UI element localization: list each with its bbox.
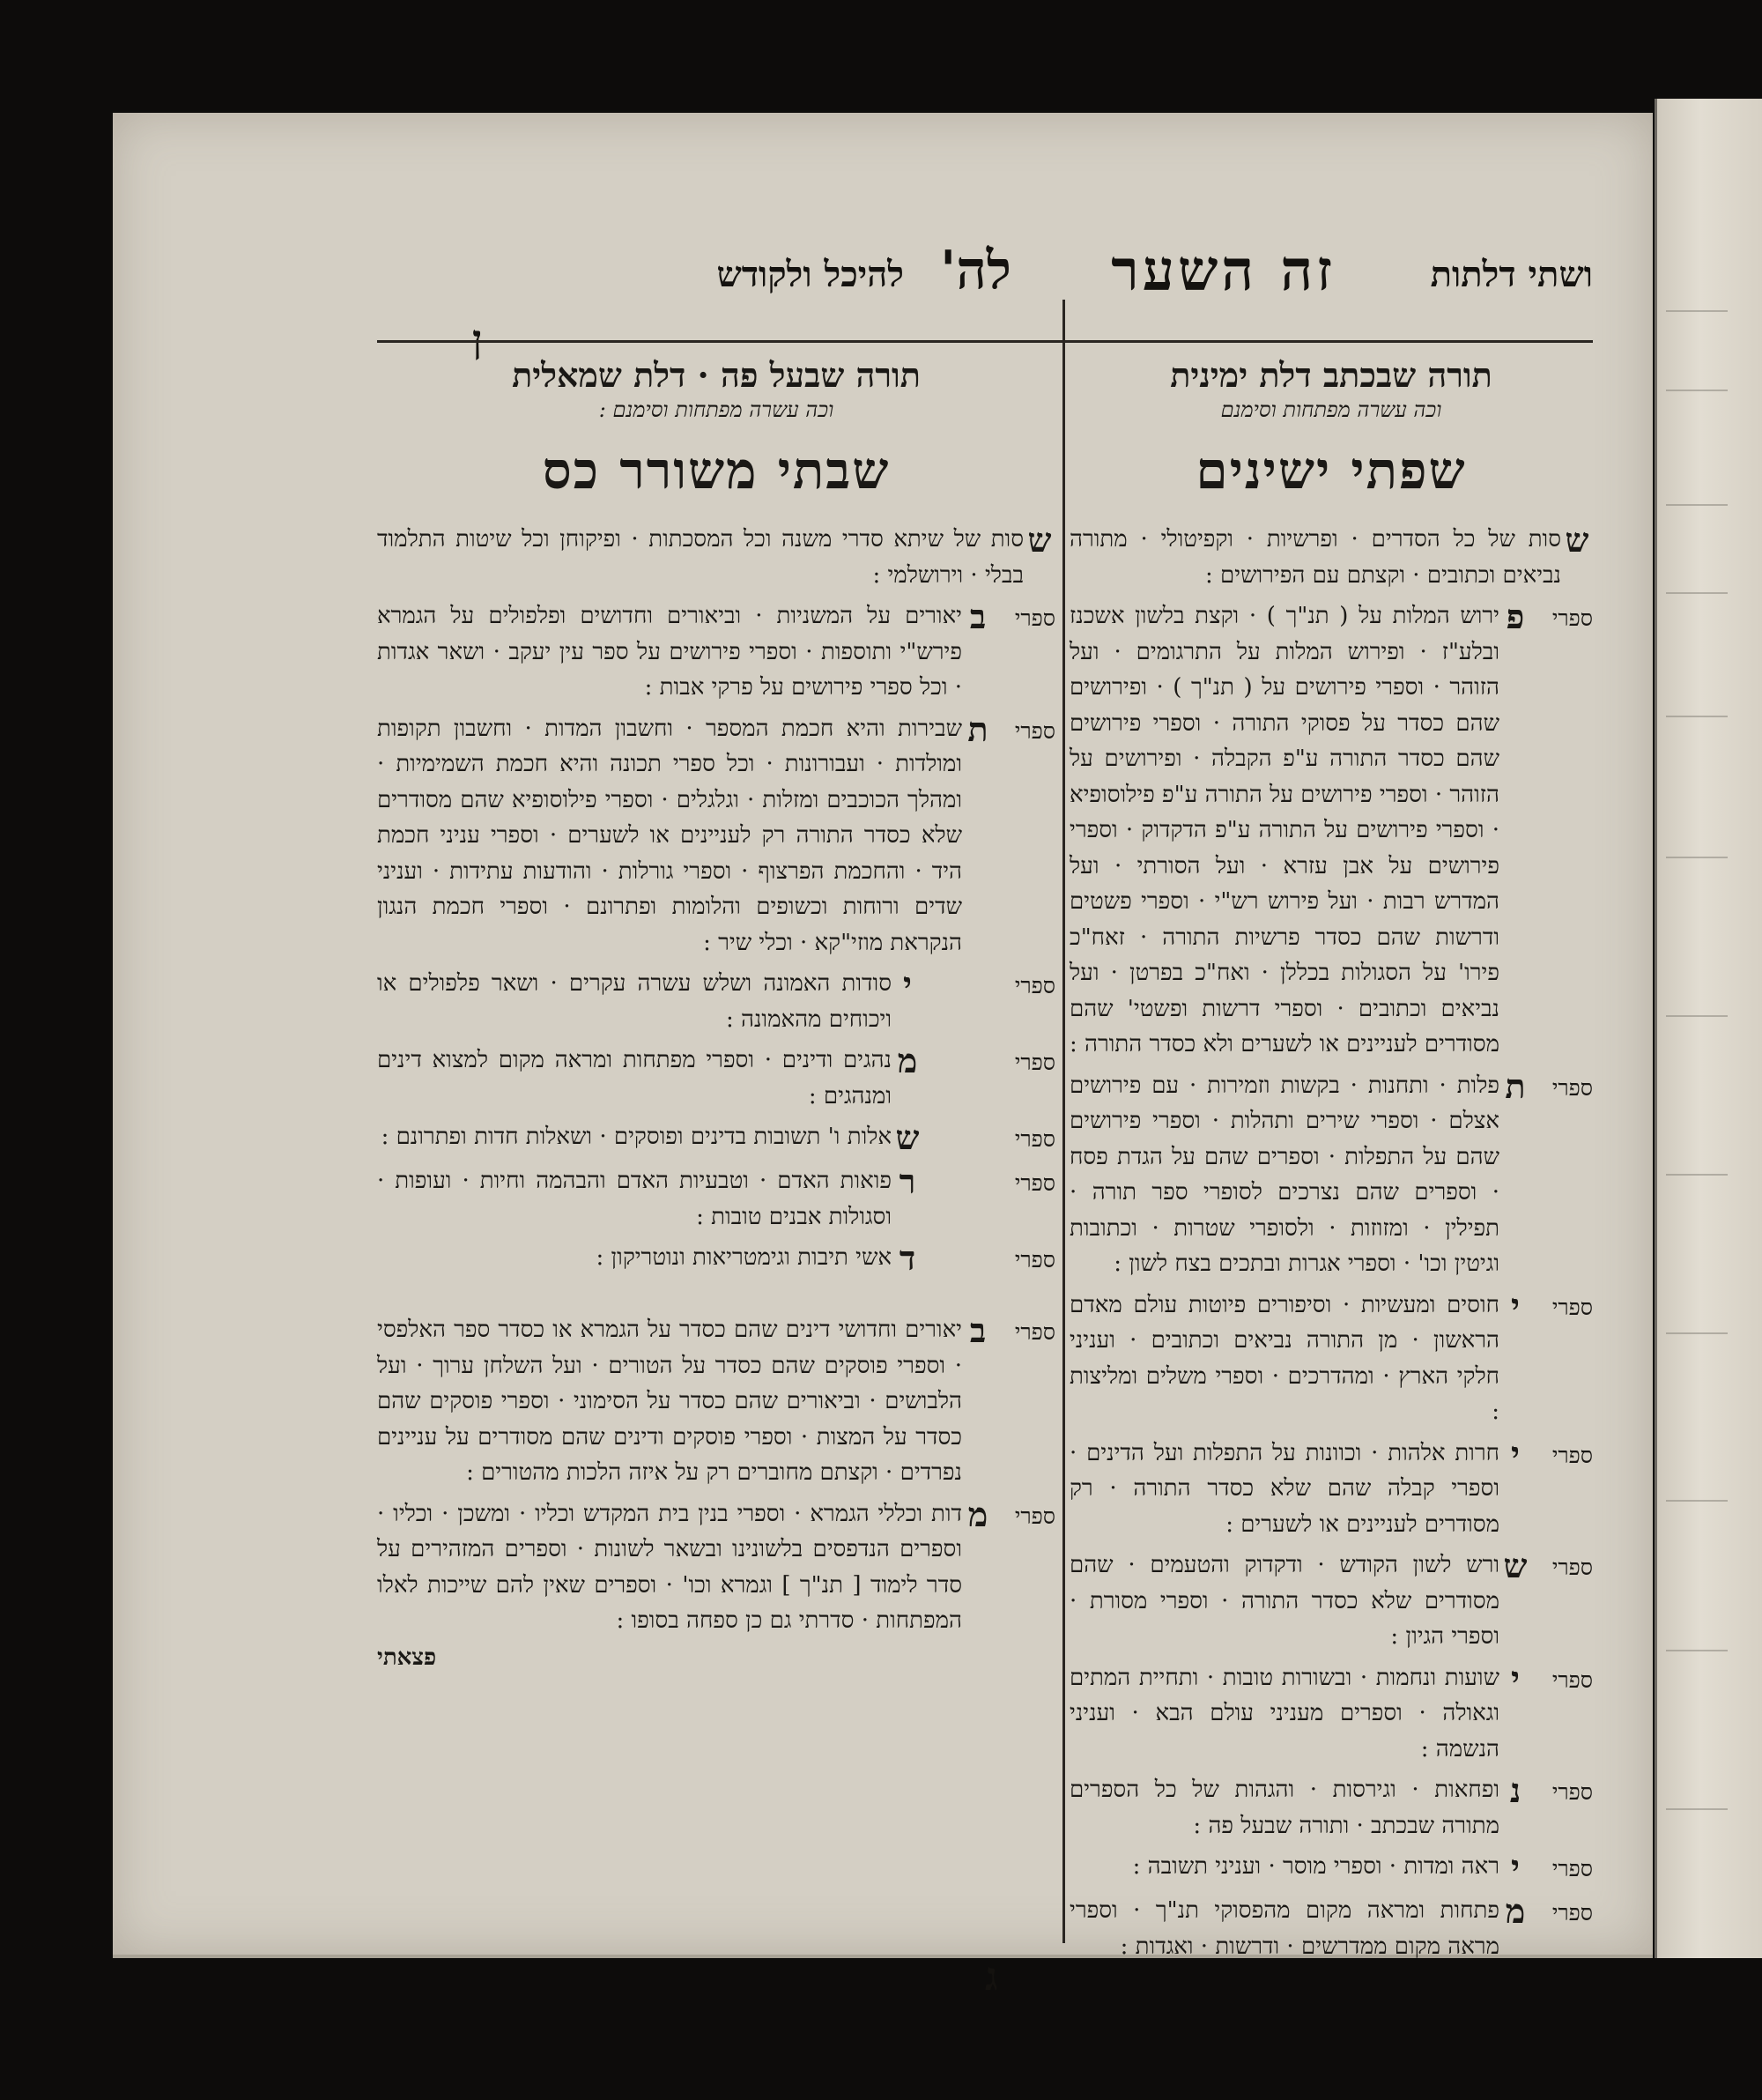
catalog-entry (377, 522, 1055, 593)
entry-label: ספרי (1551, 1555, 1593, 1580)
catalog-entry (377, 1163, 1055, 1235)
catalog-entry (377, 1119, 1055, 1158)
adjacent-page-edge (1655, 99, 1762, 1958)
catalog-entry (377, 1043, 1055, 1114)
catalog-entry (1070, 1893, 1593, 1964)
entry-initial-letter: מ (897, 1041, 918, 1080)
entry-label: ספרי (1551, 1666, 1593, 1693)
signature-mark: ג (985, 1955, 998, 2000)
entry-text: סות של כל הסדרים · ופרשיות · וקפיטולי · מתורה נביאים וכתובים · וקצתם עם הפירושים : (1070, 526, 1561, 589)
catalog-entry (377, 1312, 1055, 1491)
entry-initial-letter: י (1511, 1433, 1520, 1473)
entry-text: יאורים על המשניות · וביאורים וחדושים ופלפולים על הגמרא פירש"י ותוספות · וספרי פירושים על ספר עין יעקב · ושאר אגדות · וכל ספרי פירושים על פרקי אבות : (377, 603, 962, 701)
entry-initial-letter: ש (1027, 520, 1052, 560)
entry-text: ראה ומדות · וספרי מוסר · ועניני תשובה : (1132, 1853, 1499, 1880)
entry-label: ספרי (1014, 1050, 1055, 1075)
entry-initial-letter: ר (899, 1161, 916, 1201)
catalog-entry (377, 1496, 1055, 1639)
left-column (377, 344, 1055, 1671)
entry-label: ספרי (1551, 605, 1593, 631)
entry-label: ספרי (1014, 1170, 1055, 1196)
entry-initial-letter: י (1511, 1658, 1520, 1698)
entry-initial-letter: ש (895, 1117, 920, 1157)
entry-label: ספרי (1551, 1779, 1593, 1805)
entry-label: ספרי (1014, 717, 1055, 744)
catalog-entry (1070, 1433, 1593, 1543)
entry-text: פלות · ותחנות · בקשות וזמירות · עם פירושים אצלם · וספרי שירים ותהלות · וספרי פירושים שהם על התפלות · וספרים שהם על הגדת פסח · וספרים שהם נצרכים לסופרי ספר תורה · תפילין · ומזוזות · ולסופרי שטרות · וכתובות וגיטין וכו' · וספרי אגרות ובתכים בצח לשון : (1070, 1072, 1499, 1277)
entry-label: ספרי (1551, 1442, 1593, 1468)
entry-text: יאורים וחדושי דינים שהם כסדר על הגמרא או כסדר ספר האלפסי · וספרי פוסקים שהם כסדר על הטורים · ועל השלחן ערוך · ועל הלבושים · וביאורים שהם כסדר על הסימוני · וספרי פוסקים שהם כסדר על המצות · וספרי פוסקים ודינים שהם מסודרים על עניינים נפרדים · וקצתם מחוברים רק על איזה הלכות מהטורים : (377, 1317, 962, 1486)
entry-text: שבירות והיא חכמת המספר · וחשבון המדות · וחשבון תקופות ומולדות · ועבורונות · וכל ספרי תכונה והיא חכמת השמימיות · ומהלך הכוכבים ומזלות · וגלגלים · וספרי פילוסופיא שהם מסודרים שלא כסדר התורה רק לעניינים או לשערים · וספרי עניני חכמת היד · והחכמת הפרצוף · וספרי גורלות · והודעות עתידות · ועניני שדים ורוחות וכשופים והלומות ופתרונם · וספרי חכמת הנגון הנקראת מוזי"קא · וכלי שיר : (377, 715, 962, 956)
left-door-heading: תורה שבעל פה · דלת שמאלית (512, 355, 921, 395)
entry-initial-letter: ב (969, 1310, 987, 1350)
entry-initial-letter: ש (1565, 520, 1589, 560)
entry-initial-letter: ב (969, 597, 987, 636)
entry-label: ספרי (1551, 1294, 1593, 1320)
right-column (1070, 344, 1593, 1970)
entry-initial-letter: ת (1505, 1065, 1526, 1106)
running-head (377, 238, 1593, 340)
left-entries (377, 522, 1055, 1671)
entry-text: ירוש המלות על ( תנ"ך ) · וקצת בלשון אשכנז ובלע"ז · ופירוש המלות על התרגומים · ועל הזוהר · וספרי פירושים על ( תנ"ך ) · ופירושים שהם כסדר על פסוקי התורה · וספרי פירושים שהם כסדר התורה ע"פ הקבלה · ופירושים על הזוהר · וספרי פירושים על התורה ע"פ פילוסופיא · וספרי פירושים על התורה ע"פ הדקדוק · וספרי פירושים על אבן עזרא · ועל הסורתי · ועל המדרש רבות · ועל פירוש רש"י · וספרי פשטים ודרשות שהם כסדר פרשיות התורה · זאח"כ פירו' על הסגולות בכללן · ואח"כ בפרטן · ועל נביאים וכתובים · וספרי דרשות ופשטי' שהם מסודרים לעניינים או לשערים ולא כסדר התורה : (1070, 603, 1499, 1057)
catalog-entry (1070, 1660, 1593, 1768)
catalog-entry (377, 598, 1055, 706)
catalog-entry (1070, 1547, 1593, 1655)
right-door-heading: תורה שבכתב דלת ימינית (1170, 355, 1492, 395)
left-door-subheading: וכה עשרה מפתחות וסימנם : (598, 397, 834, 422)
running-head-part-1: ושתי דלתות (1430, 254, 1593, 295)
entry-initial-letter: מ (1505, 1891, 1526, 1931)
entry-text: דות וכללי הגמרא · וספרי בנין בית המקדש וכליו · ומשכן · וכליו · וספרים הנדפסים בלשונינו ובשאר לשונות · וספרים המזהירים על סדר לימוד [ תנ"ך ] וגמרא וכו' · וספרים שאין להם שייכות לאלו המפתחות · סדרתי גם כן ספחה בסופו : (377, 1500, 962, 1634)
entry-text: פתחות ומראה מקום מהפסוקי תנ"ך · וספרי מראה מקום ממדרשים · ודרשות · ואגדות : (1070, 1897, 1499, 1960)
catalog-entry (1070, 598, 1593, 1063)
entry-initial-letter: י (1511, 1285, 1520, 1325)
entry-text: פואות האדם · וטבעיות האדם והבהמה וחיות · ועופות · וסגולות אבנים טובות : (377, 1168, 892, 1230)
entry-text: שועות ונחמות · ובשורות טובות · ותחיית המתים וגאולה · וספרים מעניני עולם הבא · ועניני הנשמה : (1070, 1664, 1499, 1762)
left-column-title: שבתי משורר כס (542, 441, 891, 501)
entry-label: ספרי (1014, 973, 1055, 998)
catalog-entry (377, 1240, 1055, 1279)
entry-text: אשי תיבות וגימטריאות ונוטריקון : (596, 1244, 892, 1271)
catalog-entry (1070, 522, 1593, 593)
entry-initial-letter: י (1511, 1847, 1520, 1887)
entry-text: ורש לשון הקודש · ודקדוק והטעמים · שהם מסודרים שלא כסדר התורה · וספרי מסורת · וספרי הגיון : (1070, 1552, 1499, 1650)
entry-text: נהגים ודינים · וספרי מפתחות ומראה מקום למצוא דינים ומנהגים : (377, 1047, 892, 1109)
entry-text: חרות אלהות · וכוונות על התפלות ועל הדינים · וספרי קבלה שהם שלא כסדר התורה · רק מסודרים לעניינים או לשערים : (1070, 1439, 1499, 1538)
book-page (113, 113, 1653, 2000)
entry-initial-letter: פ (1506, 597, 1525, 636)
column-rule (1062, 300, 1065, 1943)
entry-initial-letter: ד (899, 1238, 916, 1278)
entry-initial-letter: נ (1509, 1770, 1521, 1810)
catalog-entry (1070, 1849, 1593, 1888)
entry-initial-letter: ש (1503, 1546, 1528, 1585)
running-head-part-2: זה השער (1111, 238, 1336, 304)
right-door-subheading: וכה עשרה מפתחות וסימנם (1220, 397, 1442, 422)
entry-text: ופחאות · וגירסות · והגהות של כל הספרים מתורה שבכתב · ותורה שבעל פה : (1070, 1777, 1499, 1839)
entry-initial-letter: מ (967, 1494, 988, 1534)
right-column-title: שפתי ישינים (1196, 441, 1467, 501)
running-head-part-4: להיכל ולקודש (716, 254, 904, 295)
entry-label: ספרי (1551, 1856, 1593, 1881)
header-rule (377, 340, 1593, 343)
right-entries (1070, 522, 1593, 1964)
catalog-entry (377, 966, 1055, 1037)
catalog-entry (1070, 1065, 1593, 1282)
catalog-entry (377, 711, 1055, 961)
running-head-part-3: לה' (940, 240, 1011, 301)
entry-label: ספרי (1014, 1503, 1055, 1529)
catalog-entry (1070, 1772, 1593, 1844)
entry-text: אלות ו' תשובות בדינים ופוסקים · ושאלות חדות ופתרונם : (381, 1124, 892, 1150)
entry-text: סות של שיתא סדרי משנה וכל המסכתות · ופיקוחן וכל שיטות התלמוד בבלי · וירושלמי : (377, 526, 1024, 589)
catalog-entry (1070, 1287, 1593, 1430)
catchword: פצאתי (377, 1644, 437, 1671)
entry-initial-letter: י (903, 964, 912, 1004)
entry-label: ספרי (1014, 605, 1055, 631)
entry-label: ספרי (1014, 1247, 1055, 1273)
entry-text: חוסים ומעשיות · וסיפורים פיוטות עולם מאדם הראשון · מן התורה נביאים וכתובים · ועניני חלקי הארץ · ומהדרכים · וספרי משלים ומליצות : (1070, 1291, 1499, 1425)
entry-label: ספרי (1551, 1074, 1593, 1101)
entry-initial-letter: ת (967, 709, 988, 749)
entry-label: ספרי (1551, 1900, 1593, 1926)
entry-label: ספרי (1014, 1319, 1055, 1345)
entry-label: ספרי (1014, 1126, 1055, 1152)
entry-text: סודות האמונה ושלש עשרה עקרים · ושאר פלפולים או ויכוחים מהאמונה : (377, 970, 892, 1033)
